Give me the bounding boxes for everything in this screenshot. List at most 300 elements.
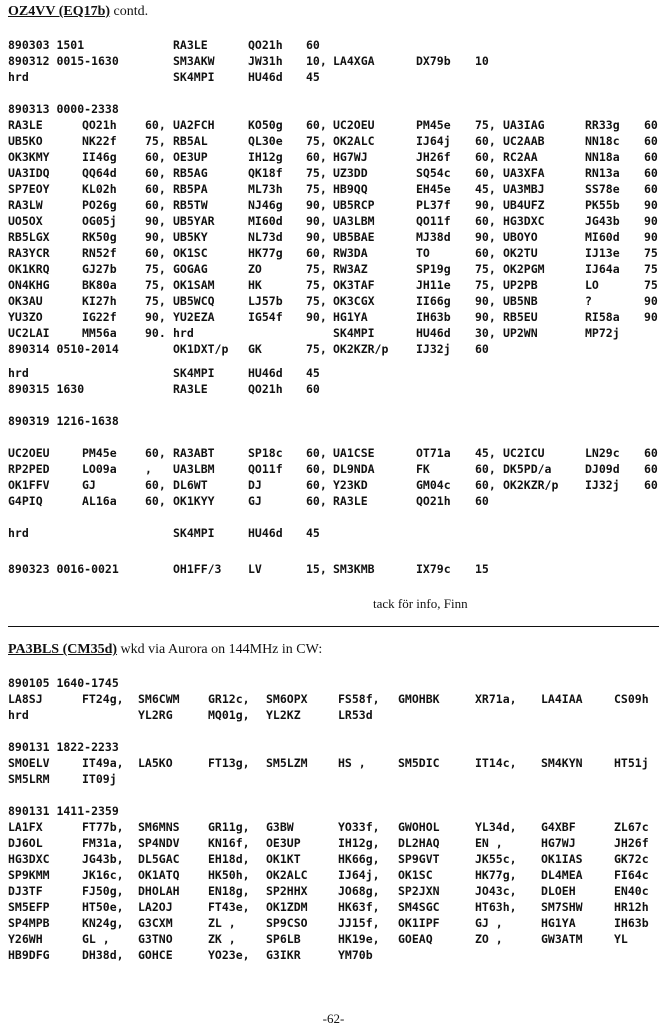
log-cell: JK55c, xyxy=(475,852,517,866)
log-cell: ZL67c xyxy=(614,820,649,834)
log-cell: UB5BAE xyxy=(333,230,375,244)
log-cell: OK3TAF xyxy=(333,278,375,292)
page-number: -62- xyxy=(322,1011,345,1026)
log-cell: SM6OPX xyxy=(266,692,308,706)
log-cell: SM4SGC xyxy=(398,900,440,914)
log-cell: SS78e xyxy=(585,182,620,196)
log-cell: DL9NDA xyxy=(333,462,375,476)
log-cell: IJ64j xyxy=(416,134,451,148)
log-cell: 60 xyxy=(644,462,658,476)
log-cell: 60, xyxy=(145,198,166,212)
log-cell: YM70b xyxy=(338,948,373,962)
log-cell: 75, xyxy=(306,182,327,196)
log-cell: EN40c xyxy=(614,884,649,898)
log-cell: MM56a xyxy=(82,326,117,340)
log-cell: 60, xyxy=(475,478,496,492)
log-cell: G4PIQ xyxy=(8,494,43,508)
log-cell: ? xyxy=(585,294,592,308)
log-cell: YU3ZO xyxy=(8,310,43,324)
log-cell: HG1YA xyxy=(541,916,576,930)
log-cell: Y23KD xyxy=(333,478,368,492)
log-cell: 75, xyxy=(306,166,327,180)
log-cell: 60 xyxy=(644,118,658,132)
log-cell: OG05j xyxy=(82,214,117,228)
log-row xyxy=(8,38,663,54)
log-cell: UB5WCQ xyxy=(173,294,215,308)
log-cell: RB5TW xyxy=(173,198,208,212)
log-cell: 75 xyxy=(644,246,658,260)
log-cell: UA3LBM xyxy=(333,214,375,228)
log-cell: HG7WJ xyxy=(541,836,576,850)
log-row xyxy=(8,246,663,262)
log-cell: 90, xyxy=(145,230,166,244)
log-cell: HT63h, xyxy=(475,900,517,914)
log-cell: JH26f xyxy=(614,836,649,850)
log-row xyxy=(8,852,663,868)
log-cell: OK2ALC xyxy=(333,134,375,148)
log-cell: HG3DXC xyxy=(8,852,50,866)
log-cell: UO5OX xyxy=(8,214,43,228)
log-cell: JK16c, xyxy=(82,868,124,882)
log-cell: GM04c xyxy=(416,478,451,492)
log-row xyxy=(8,166,663,182)
log-cell: GWOHOL xyxy=(398,820,440,834)
log-cell: DJ6OL xyxy=(8,836,43,850)
log-cell: 60 xyxy=(644,182,658,196)
log-cell: GOGAG xyxy=(173,262,208,276)
log-cell: UB4UFZ xyxy=(503,198,545,212)
log-cell: JH26f xyxy=(416,150,451,164)
log-cell: 60 xyxy=(306,382,320,396)
log-cell: GJ27b xyxy=(82,262,117,276)
log-row xyxy=(8,772,663,788)
log-cell: OK3AU xyxy=(8,294,43,308)
section1-callsign: OZ4VV (EQ17b) xyxy=(8,4,111,19)
log-cell: 60, xyxy=(306,478,327,492)
log-row xyxy=(8,478,663,494)
log-cell: RB5LGX xyxy=(8,230,50,244)
log-cell: FT13g, xyxy=(208,756,250,770)
log-row xyxy=(8,676,663,692)
log-cell: 75, xyxy=(306,342,327,356)
log-cell: SK4MPI xyxy=(173,70,215,84)
log-cell: FT77b, xyxy=(82,820,124,834)
log-cell: RA3LE xyxy=(173,382,208,396)
log-cell: OK1KRQ xyxy=(8,262,50,276)
log-cell: EN18g, xyxy=(208,884,250,898)
log-row xyxy=(8,562,663,578)
log-cell: UB5NB xyxy=(503,294,538,308)
log-cell: RA3LE xyxy=(8,118,43,132)
log-cell: 90, xyxy=(475,198,496,212)
log-cell: 90. xyxy=(145,326,166,340)
log-cell: DX79b xyxy=(416,54,451,68)
log-cell: QO21h xyxy=(248,38,283,52)
log-cell: 60 xyxy=(644,446,658,460)
log-cell: YU2EZA xyxy=(173,310,215,324)
log-cell: BK80a xyxy=(82,278,117,292)
log-cell: EH18d, xyxy=(208,852,250,866)
log-cell: TO xyxy=(416,246,430,260)
log-cell: 60, xyxy=(306,446,327,460)
log-cell: IJ13e xyxy=(585,246,620,260)
log-cell: 60 xyxy=(644,166,658,180)
log-cell: SM5DIC xyxy=(398,756,440,770)
log-cell: ZK , xyxy=(208,932,236,946)
log-cell: HK19e, xyxy=(338,932,380,946)
log-cell: UA3XFA xyxy=(503,166,545,180)
log-cell: RN52f xyxy=(82,246,117,260)
section1-header xyxy=(8,4,148,20)
log-cell: 90, xyxy=(145,214,166,228)
log-cell: GL , xyxy=(82,932,110,946)
log-cell: FT43e, xyxy=(208,900,250,914)
log-cell: SM6MNS xyxy=(138,820,180,834)
log-cell: LA5KO xyxy=(138,756,173,770)
log-cell: IG54f xyxy=(248,310,283,324)
log-cell: 60, xyxy=(145,150,166,164)
log-cell: UB5KO xyxy=(8,134,43,148)
log-cell: SP2JXN xyxy=(398,884,440,898)
log-cell: OK2ALC xyxy=(266,868,308,882)
section2-header xyxy=(8,642,322,658)
log-cell: OK1ZDM xyxy=(266,900,308,914)
log-cell: LV xyxy=(248,562,262,576)
log-cell: UA1CSE xyxy=(333,446,375,460)
log-cell: UA3MBJ xyxy=(503,182,545,196)
log-row xyxy=(8,932,663,948)
log-cell: PM45e xyxy=(82,446,117,460)
log-cell: RA3ABT xyxy=(173,446,215,460)
log-cell: DL4MEA xyxy=(541,868,583,882)
log-cell: HU46d xyxy=(248,70,283,84)
log-cell: UC2OEU xyxy=(8,446,50,460)
log-cell: DJ3TF xyxy=(8,884,43,898)
log-cell: QO21h xyxy=(248,382,283,396)
log-cell: CS09h xyxy=(614,692,649,706)
log-cell: YO23e, xyxy=(208,948,250,962)
log-cell: II66g xyxy=(416,294,451,308)
log-cell: G3IKR xyxy=(266,948,301,962)
log-cell: 10, xyxy=(306,54,327,68)
log-row xyxy=(8,948,663,964)
log-cell: 60, xyxy=(145,118,166,132)
log-cell: 75, xyxy=(475,278,496,292)
log-row xyxy=(8,494,663,510)
log-cell: PL37f xyxy=(416,198,451,212)
log-cell: hrd xyxy=(8,70,29,84)
log-cell: LA1FX xyxy=(8,820,43,834)
log-cell: KL02h xyxy=(82,182,117,196)
log-row xyxy=(8,446,663,462)
log-cell: SP4NDV xyxy=(138,836,180,850)
section2-header-rest: wkd via Aurora on 144MHz in CW: xyxy=(120,642,323,657)
log-cell: 90 xyxy=(644,310,658,324)
log-cell: 60, xyxy=(475,150,496,164)
log-cell: UB5YAR xyxy=(173,214,215,228)
log-cell: JO43c, xyxy=(475,884,517,898)
log-row xyxy=(8,692,663,708)
log-cell: 75, xyxy=(306,134,327,148)
log-cell: YL2RG xyxy=(138,708,173,722)
log-cell: IT14c, xyxy=(475,756,517,770)
log-cell: UP2WN xyxy=(503,326,538,340)
log-cell: 60, xyxy=(145,246,166,260)
log-cell: SP6LB xyxy=(266,932,301,946)
log-row xyxy=(8,900,663,916)
log-cell: ZO , xyxy=(475,932,503,946)
log-cell: 75, xyxy=(145,262,166,276)
log-cell: 60 xyxy=(644,478,658,492)
log-cell: QK18f xyxy=(248,166,283,180)
log-cell: hrd xyxy=(8,708,29,722)
log-cell: 45, xyxy=(475,446,496,460)
log-cell: 90 xyxy=(644,230,658,244)
log-cell: RC2AA xyxy=(503,150,538,164)
log-cell: MQ01g, xyxy=(208,708,250,722)
log-cell: IH12g, xyxy=(338,836,380,850)
log-cell: SK4MPI xyxy=(333,326,375,340)
log-cell: HT51j xyxy=(614,756,649,770)
log-row xyxy=(8,916,663,932)
log-cell: JW31h xyxy=(248,54,283,68)
log-cell: LA4IAA xyxy=(541,692,583,706)
log-cell: RB5EU xyxy=(503,310,538,324)
log-cell: RP2PED xyxy=(8,462,50,476)
log-cell: DJ xyxy=(248,478,262,492)
log-cell: OK2KZR/p xyxy=(333,342,389,356)
log-row xyxy=(8,326,663,342)
log-cell: 60, xyxy=(306,462,327,476)
log-cell: KN24g, xyxy=(82,916,124,930)
log-cell: SP9CSO xyxy=(266,916,308,930)
log-cell: UC2ICU xyxy=(503,446,545,460)
log-cell: OK1SC xyxy=(173,246,208,260)
section1-header-rest: contd. xyxy=(113,4,149,19)
log-cell: NN18c xyxy=(585,134,620,148)
log-row xyxy=(8,118,663,134)
log-cell: 15 xyxy=(475,562,489,576)
log-cell: 60 xyxy=(475,342,489,356)
log-cell: IT49a, xyxy=(82,756,124,770)
log-cell: FS58f, xyxy=(338,692,380,706)
log-cell: 75, xyxy=(475,118,496,132)
log-cell: 60 xyxy=(644,134,658,148)
log-cell: 75, xyxy=(306,278,327,292)
log-cell: 60, xyxy=(475,134,496,148)
log-cell: 890131 1822-2233 xyxy=(8,740,119,754)
log-cell: MI60d xyxy=(585,230,620,244)
log-cell: GJ xyxy=(82,478,96,492)
log-cell: HK66g, xyxy=(338,852,380,866)
log-cell: SM7SHW xyxy=(541,900,583,914)
log-cell: QO11f xyxy=(416,214,451,228)
log-row xyxy=(8,366,663,382)
section-divider xyxy=(8,626,659,627)
log-cell: 90 xyxy=(644,294,658,308)
log-cell: MJ38d xyxy=(416,230,451,244)
log-cell: , xyxy=(145,462,152,476)
log-row xyxy=(8,214,663,230)
log-cell: HK50h, xyxy=(208,868,250,882)
log-cell: HS , xyxy=(338,756,366,770)
log-cell: LA8SJ xyxy=(8,692,43,706)
log-cell: GJ , xyxy=(475,916,503,930)
log-cell: HB9DFG xyxy=(8,948,50,962)
log-cell: HK77g xyxy=(248,246,283,260)
log-cell: PK55b xyxy=(585,198,620,212)
log-cell: FI64c xyxy=(614,868,649,882)
log-cell: UZ3DD xyxy=(333,166,368,180)
log-cell: hrd xyxy=(8,526,29,540)
log-cell: NL73d xyxy=(248,230,283,244)
log-cell: 10 xyxy=(475,54,489,68)
log-cell: SQ54c xyxy=(416,166,451,180)
log-cell: GMOHBK xyxy=(398,692,440,706)
log-row xyxy=(8,382,663,398)
log-cell: 75, xyxy=(145,278,166,292)
log-row xyxy=(8,804,663,820)
log-cell: RI58a xyxy=(585,310,620,324)
log-cell: 90, xyxy=(475,230,496,244)
log-cell: ZL , xyxy=(208,916,236,930)
log-cell: SP19g xyxy=(416,262,451,276)
log-cell: 75 xyxy=(644,262,658,276)
log-row xyxy=(8,868,663,884)
log-cell: OK1IPF xyxy=(398,916,440,930)
log-cell: FJ50g, xyxy=(82,884,124,898)
log-cell: RB5AG xyxy=(173,166,208,180)
log-cell: HK xyxy=(248,278,262,292)
log-cell: UC2OEU xyxy=(333,118,375,132)
log-cell: QL30e xyxy=(248,134,283,148)
log-cell: EN , xyxy=(475,836,503,850)
log-cell: FM31a, xyxy=(82,836,124,850)
log-row xyxy=(8,526,663,542)
log-cell: 90 xyxy=(644,214,658,228)
log-cell: DL6WT xyxy=(173,478,208,492)
log-cell: IH63b xyxy=(416,310,451,324)
signoff: tack för info, Finn xyxy=(373,596,468,611)
log-cell: 60, xyxy=(145,446,166,460)
log-cell: 75, xyxy=(475,262,496,276)
log-cell: 90, xyxy=(306,214,327,228)
log-cell: SM3KMB xyxy=(333,562,375,576)
log-row xyxy=(8,150,663,166)
log-cell: SK4MPI xyxy=(173,526,215,540)
log-cell: HU46d xyxy=(248,526,283,540)
log-cell: GR11g, xyxy=(208,820,250,834)
log-row xyxy=(8,342,663,358)
log-cell: SP7EOY xyxy=(8,182,50,196)
log-cell: RB5PA xyxy=(173,182,208,196)
log-cell: HG3DXC xyxy=(503,214,545,228)
log-cell: 890303 1501 xyxy=(8,38,85,52)
log-row xyxy=(8,462,663,478)
log-cell: RR33g xyxy=(585,118,620,132)
log-cell: G3TNO xyxy=(138,932,173,946)
log-row xyxy=(8,708,663,724)
log-cell: SP9KMM xyxy=(8,868,50,882)
log-cell: 890319 1216-1638 xyxy=(8,414,119,428)
log-cell: JJ15f, xyxy=(338,916,380,930)
log-cell: LA2OJ xyxy=(138,900,173,914)
log-cell: QO11f xyxy=(248,462,283,476)
log-cell: NJ46g xyxy=(248,198,283,212)
log-cell: PM45e xyxy=(416,118,451,132)
log-cell: QO21h xyxy=(82,118,117,132)
log-cell: GW3ATM xyxy=(541,932,583,946)
log-cell: 60, xyxy=(306,150,327,164)
log-cell: LR53d xyxy=(338,708,373,722)
log-cell: OH1FF/3 xyxy=(173,562,222,576)
log-cell: KI27h xyxy=(82,294,117,308)
log-cell: GK xyxy=(248,342,262,356)
log-cell: ON4KHG xyxy=(8,278,50,292)
log-cell: UBOYO xyxy=(503,230,538,244)
log-cell: RA3YCR xyxy=(8,246,50,260)
log-cell: OK1IAS xyxy=(541,852,583,866)
log-cell: 45 xyxy=(306,526,320,540)
log-cell: OE3UP xyxy=(266,836,301,850)
log-cell: 60, xyxy=(145,494,166,508)
log-row xyxy=(8,884,663,900)
log-cell: SP18c xyxy=(248,446,283,460)
log-cell: OK1KT xyxy=(266,852,301,866)
log-cell: IH12g xyxy=(248,150,283,164)
log-cell: LO xyxy=(585,278,599,292)
log-cell: SP9GVT xyxy=(398,852,440,866)
log-cell: 890312 0015-1630 xyxy=(8,54,119,68)
log-cell: JG43b xyxy=(585,214,620,228)
log-cell: DH38d, xyxy=(82,948,124,962)
log-cell: DL2HAQ xyxy=(398,836,440,850)
log-row xyxy=(8,756,663,772)
log-cell: 45, xyxy=(475,182,496,196)
log-cell: MI60d xyxy=(248,214,283,228)
section2-callsign: PA3BLS (CM35d) xyxy=(8,642,118,657)
log-row xyxy=(8,310,663,326)
log-cell: JO68g, xyxy=(338,884,380,898)
log-cell: 890315 1630 xyxy=(8,382,85,396)
log-cell: IH63b xyxy=(614,916,649,930)
log-cell: IX79c xyxy=(416,562,451,576)
log-cell: 60, xyxy=(475,462,496,476)
log-cell: OK1KYY xyxy=(173,494,215,508)
log-cell: UA3IAG xyxy=(503,118,545,132)
log-cell: SK4MPI xyxy=(173,366,215,380)
log-cell: OK3CGX xyxy=(333,294,375,308)
log-cell: PO26g xyxy=(82,198,117,212)
log-cell: IT09j xyxy=(82,772,117,786)
log-cell: 890313 0000-2338 xyxy=(8,102,119,116)
log-cell: SM5EFP xyxy=(8,900,50,914)
log-cell: OK1SC xyxy=(398,868,433,882)
log-cell: NK22f xyxy=(82,134,117,148)
log-cell: HK63f, xyxy=(338,900,380,914)
log-cell: KO50g xyxy=(248,118,283,132)
log-cell: G3CXM xyxy=(138,916,173,930)
log-cell: DL5GAC xyxy=(138,852,180,866)
log-cell: RK50g xyxy=(82,230,117,244)
log-cell: 890131 1411-2359 xyxy=(8,804,119,818)
log-row xyxy=(8,198,663,214)
log-cell: 60, xyxy=(475,246,496,260)
log-cell: DLOEH xyxy=(541,884,576,898)
log-cell: UA3IDQ xyxy=(8,166,50,180)
log-cell: 30, xyxy=(475,326,496,340)
log-cell: 60 xyxy=(475,494,489,508)
